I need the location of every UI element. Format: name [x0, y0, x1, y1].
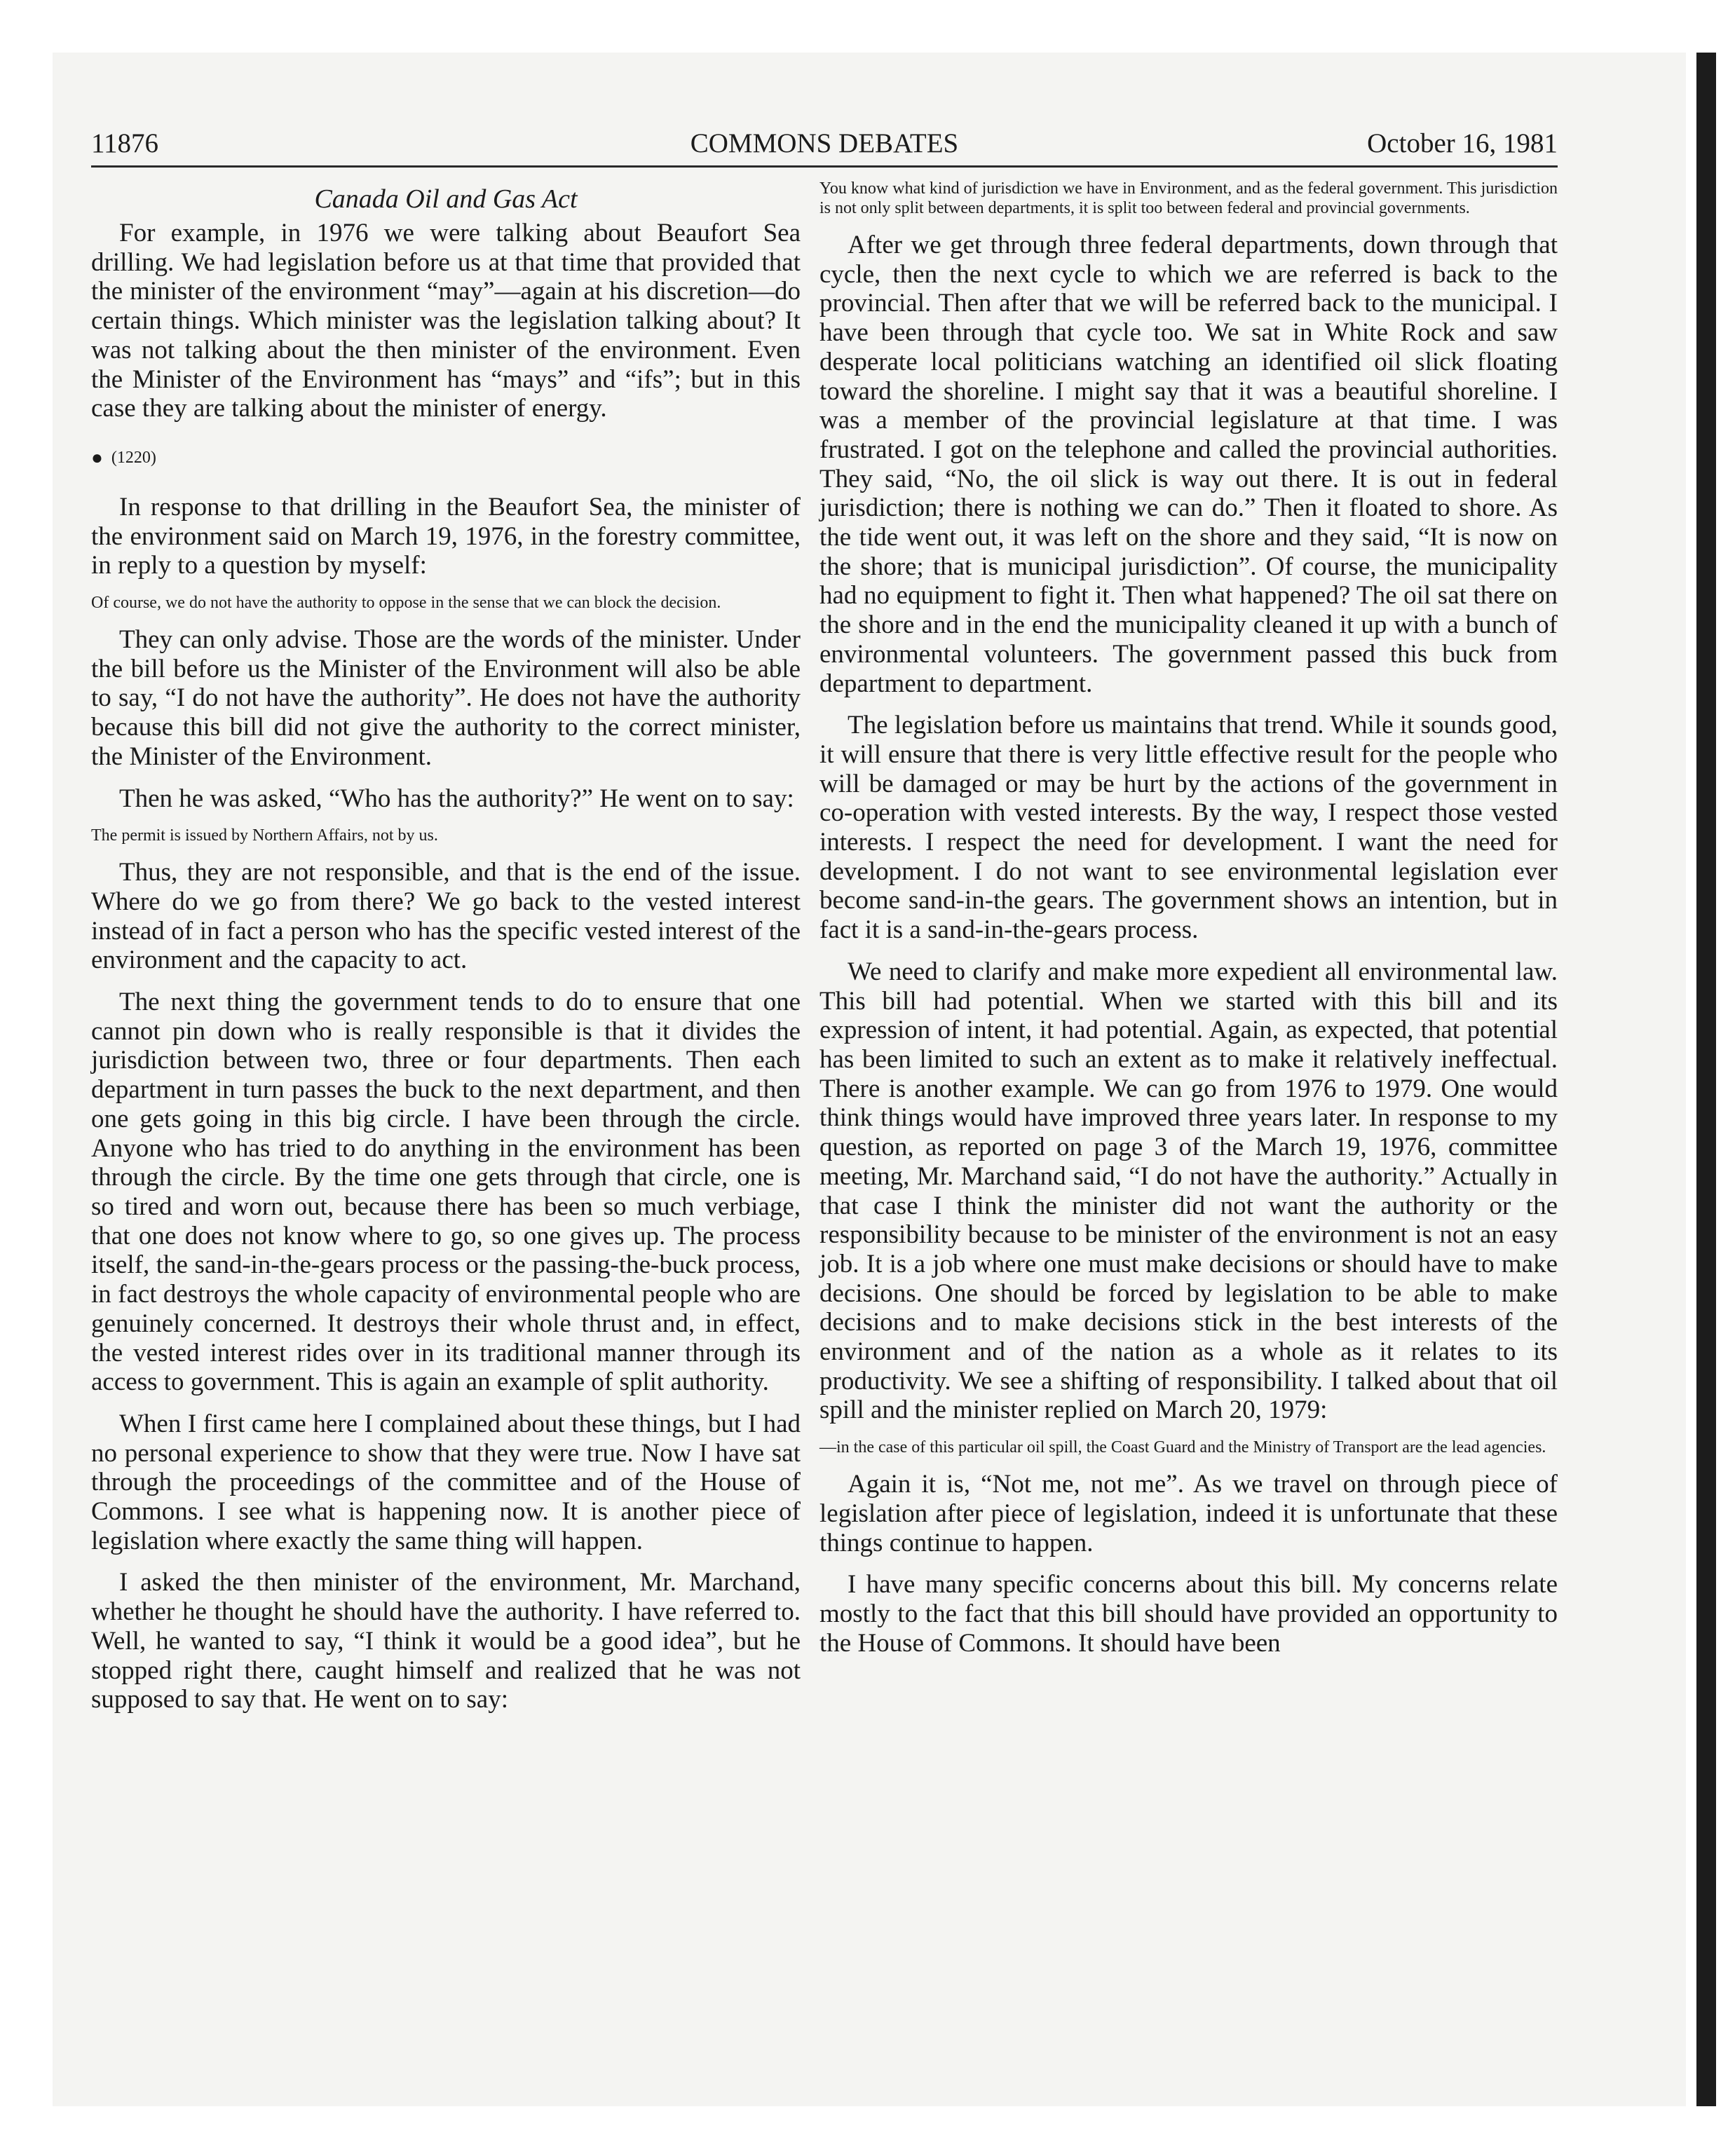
paragraph: I have many specific concerns about this bill. My concerns relate mostly to the fact that this bill should have provided an opportunity to the House of Commons. It should have been — [819, 1570, 1558, 1658]
paragraph: The next thing the government tends to do to ensure that one cannot pin down who is really responsible is that it divides the jurisdiction between two, three or four departments. Then each department in turn passes the buck to the next department, and then one gets going in this big circle. I have been through the circle. Anyone who has tried to do anything in the environment has been through the circle. By the time one gets through that circle, one is so tired and worn out, because there has been so much verbiage, that one does not know where to go, so one gives up. The process itself, the sand-in-the-gears process or the passing-the-buck process, in fact destroys the whole capacity of environmental people who are genuinely concerned. It destroys their whole thrust and, in effect, the vested interest rides over in its traditional manner through its access to government. This is again an example of split authority. — [91, 988, 801, 1397]
header-rule — [91, 165, 1558, 168]
binding-edge — [1696, 53, 1716, 2106]
publication-title: COMMONS DEBATES — [690, 128, 959, 158]
page-number: 11876 — [91, 128, 159, 158]
paragraph: After we get through three federal departments, down through that cycle, then the next cycle to which we are referred is back to the provincial. Then after that we will be referred back to the municipal. I have been through that cycle too. We sat in White Rock and saw desperate local politicians watching an identified oil slick floating toward the shoreline. I might say that it was a beautiful shoreline. I was a member of the provincial legislature at that time. I was frustrated. I got on the telephone and called the provincial authorities. They said, “No, the oil slick is way out there. It is out in federal jurisdiction; there is nothing we can do.” Then it floated to shore. As the tide went out, it was left on the shore and they said, “It is now on the shore; that is municipal jurisdiction”. Of course, the municipality had no equipment to fight it. Then what happened? The oil sat there on the shore and in the end the municipality cleaned it up with a bunch of environmental volunteers. The government passed this buck from department to department. — [819, 231, 1558, 698]
timestamp: (1220) — [111, 448, 156, 467]
left-column — [91, 179, 801, 1727]
page-header — [91, 126, 1558, 161]
running-head: Canada Oil and Gas Act — [314, 184, 578, 214]
bullet-icon: ● — [91, 446, 103, 469]
right-column — [819, 179, 1558, 1670]
paragraph: In response to that drilling in the Beaufort Sea, the minister of the environment said on March 19, 1976, in the forestry committee, in reply to a question by myself: — [91, 492, 801, 580]
quotation: The permit is issued by Northern Affairs, not by us. — [91, 826, 438, 845]
paragraph: Again it is, “Not me, not me”. As we travel on through piece of legislation after piece of legislation, indeed it is unfortunate that these things continue to happen. — [819, 1470, 1558, 1557]
paragraph: They can only advise. Those are the words of the minister. Under the bill before us the Minister of the Environment will also be able to say, “I do not have the authority”. He does not have the authority because this bill did not give the authority to the correct minister, the Minister of the Environment. — [91, 625, 801, 771]
paragraph: Then he was asked, “Who has the authority?” He went on to say: — [119, 784, 794, 813]
quotation: Of course, we do not have the authority to oppose in the sense that we can block the decision. — [91, 594, 721, 613]
paragraph: We need to clarify and make more expedient all environmental law. This bill had potential. When we started with this bill and its expression of intent, it had potential. Again, as expected, that potential has been limited to such an extent as to make it relatively ineffectual. There is another example. We can go from 1976 to 1979. One would think things would have improved three years later. In response to my question, as reported on page 3 of the March 19, 1976, committee meeting, Mr. Marchand said, “I do not have the authority.” Actually in that case I think the minister did not want the authority or the responsibility because to be minister of the environment is not an easy job. It is a job where one must make decisions or should have to make decisions. One should be forced by legislation to be able to make decisions and to make decisions stick in the best interests of the environment and of the nation as a whole as it relates to its productivity. We see a shifting of responsibility. I talked about that oil spill and the minister replied on March 20, 1979: — [819, 957, 1558, 1425]
paragraph: Thus, they are not responsible, and that is the end of the issue. Where do we go from there? We go back to the vested interest instead of in fact a person who has the specific vested interest of the environment and the capacity to act. — [91, 858, 801, 975]
timestamp-marker — [91, 447, 801, 469]
quotation: You know what kind of jurisdiction we have in Environment, and as the federal government. This jurisdiction is not only split between departments, it is split too between federal and provincial governments. — [819, 179, 1558, 217]
paragraph: For example, in 1976 we were talking about Beaufort Sea drilling. We had legislation before us at that time that provided that the minister of the environment “may”—again at his discretion—do certain things. Which minister was the legislation talking about? It was not talking about the then minister of the environment. Even the Minister of the Environment has “mays” and “ifs”; but in this case they are talking about the minister of energy. — [91, 219, 801, 423]
paragraph: When I first came here I complained about these things, but I had no personal experience to show that they were true. Now I have sat through the proceedings of the committee and of the House of Commons. I see what is happening now. It is another piece of legislation where exactly the same thing will happen. — [91, 1409, 801, 1555]
quotation: —in the case of this particular oil spill, the Coast Guard and the Ministry of Transport are the lead agencies. — [819, 1438, 1546, 1457]
sitting-date: October 16, 1981 — [1367, 128, 1558, 158]
paragraph: I asked the then minister of the environment, Mr. Marchand, whether he thought he should have the authority. I have referred to. Well, he wanted to say, “I think it would be a good idea”, but he stopped right there, caught himself and realized that he was not supposed to say that. He went on to say: — [91, 1568, 801, 1714]
paragraph: The legislation before us maintains that trend. While it sounds good, it will ensure that there is very little effective result for the people who will be damaged or may be hurt by the actions of the government in co-operation with vested interests. By the way, I respect those vested interests. I respect the need for development. I want the need for development. I do not want to see environmental legislation ever become sand-in-the gears. The government shows an intention, but in fact it is a sand-in-the-gears process. — [819, 711, 1558, 945]
